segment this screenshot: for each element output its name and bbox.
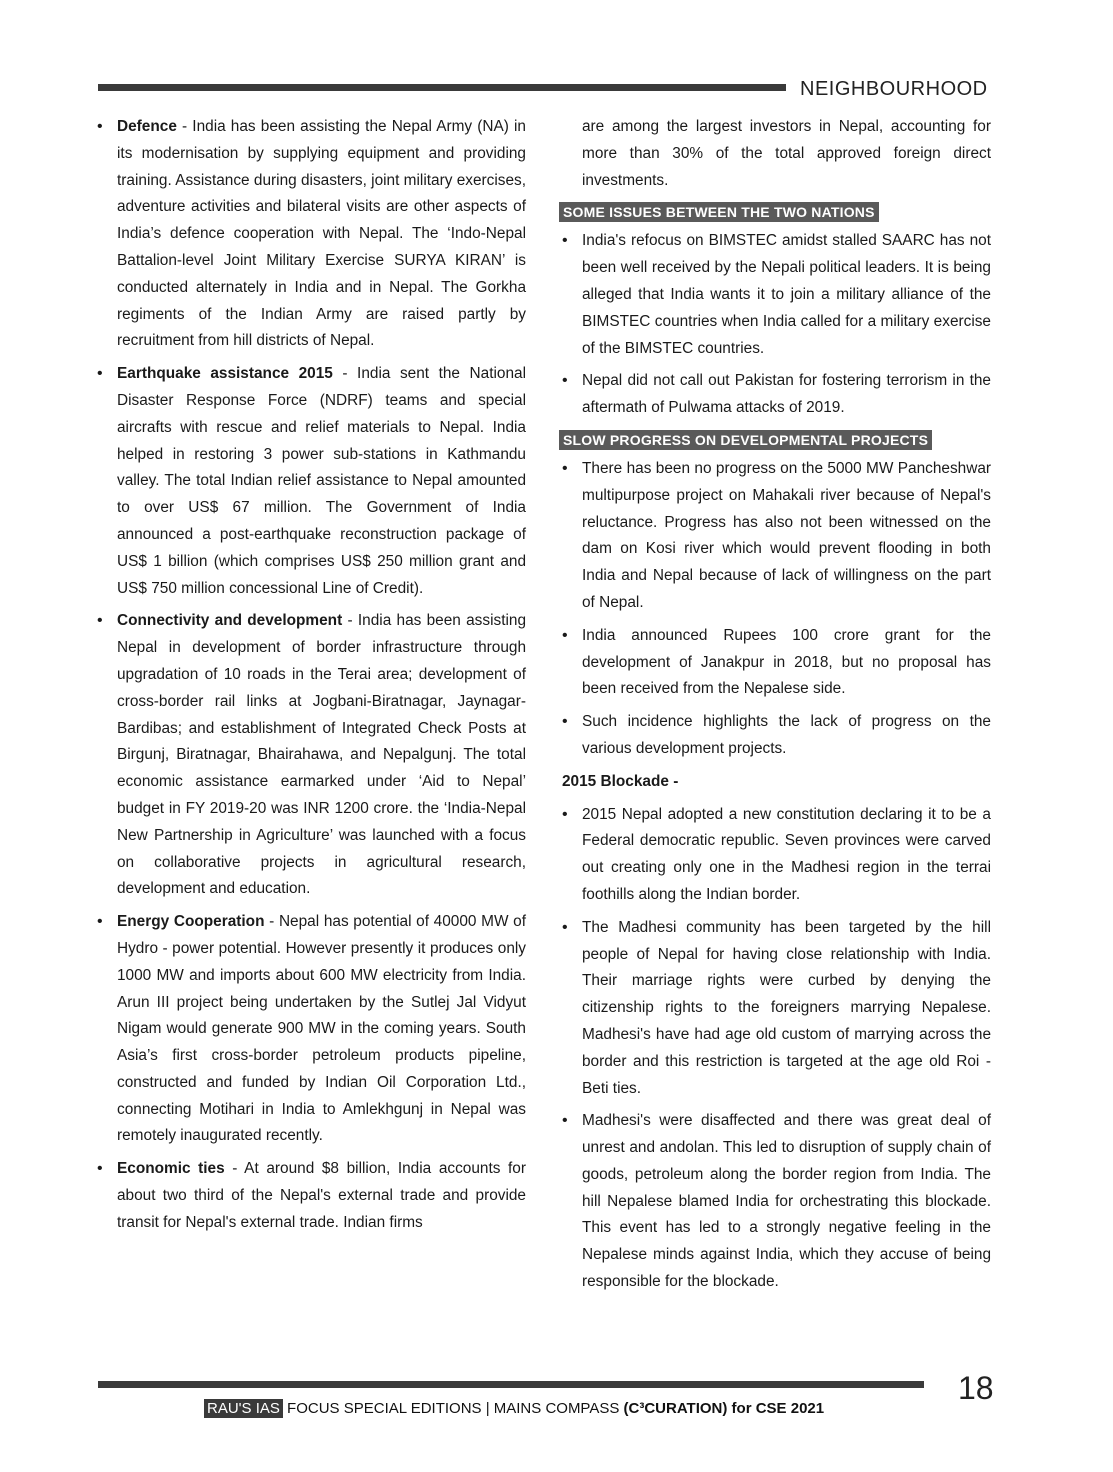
blockade-list bbox=[556, 802, 991, 1296]
section-heading-progress: SLOW PROGRESS ON DEVELOPMENTAL PROJECTS bbox=[559, 430, 932, 450]
bullet-lead: Defence bbox=[117, 118, 177, 135]
list-item-energy bbox=[91, 909, 526, 1150]
bullet-lead: Earthquake assistance 2015 bbox=[117, 365, 333, 383]
list-item: • Nepal did not call out Pakistan for fostering terrorism in the aftermath of Pulwama attacks of 2019. bbox=[556, 368, 991, 422]
section-heading-issues: SOME ISSUES BETWEEN THE TWO NATIONS bbox=[559, 202, 879, 222]
bullet-lead: Economic ties bbox=[117, 1160, 225, 1178]
page-number: 18 bbox=[958, 1370, 994, 1406]
right-column bbox=[556, 114, 991, 1302]
list-item: • India announced Rupees 100 crore grant for the development of Janakpur in 2018, but no proposal has been received from the Nepalese side. bbox=[556, 623, 991, 703]
list-item-earthquake bbox=[91, 361, 526, 602]
bullet-text: - India has been assisting the Nepal Army (NA) in its modernisation by supplying equipment and providing training. Assistance during disasters, joint military exercises, adventure activities and bilateral visits are other aspects of India’s defence cooperation with Nepal. The ‘Indo-Nepal Battalion-level Joint Military Exercise SURYA KIRAN’ is conducted alternately in India and in Nepal. The Gorkha regiments of the Indian Army are raised partly by recruitment from hill districts of Nepal. bbox=[117, 118, 526, 350]
bullet-text: - At around $8 billion, India accounts for about two third of the Nepal's external trade and provide transit for Nepal's external trade. Indian firms bbox=[117, 1160, 526, 1231]
list-item: • 2015 Nepal adopted a new constitution declaring it to be a Federal democratic republic. Seven provinces were carved out creating only one in the Madhesi region in the terrai foothills along the Indian border. bbox=[556, 802, 991, 909]
footer bbox=[204, 1400, 824, 1417]
footer-edition: (C³CURATION) for CSE 2021 bbox=[623, 1400, 825, 1417]
continued-paragraph: are among the largest investors in Nepal, accounting for more than 30% of the total approved foreign direct investments. bbox=[582, 118, 991, 189]
list-item: • The Madhesi community has been targeted by the hill people of Nepal for having close relationship with India. Their marriage rights were curbed by denying the citizenship rights to the foreigners marrying Nepalese. Madhesi's have had age old custom of marrying across the border and this restriction is targeted at the age old Roi - Beti ties. bbox=[556, 915, 991, 1103]
list-item-defence bbox=[91, 114, 526, 355]
list-item-connectivity bbox=[91, 608, 526, 903]
footer-brand: RAU'S IAS bbox=[204, 1399, 283, 1418]
list-item: • Such incidence highlights the lack of progress on the various development projects. bbox=[556, 709, 991, 763]
header-rule bbox=[98, 84, 786, 91]
bullet-text: - India sent the National Disaster Response Force (NDRF) teams and special aircrafts with rescue and relief materials to Nepal. India helped in restoring 3 power sub-stations in Kathmandu valley. The total Indian relief assistance to Nepal amounted to over US$ 67 million. The Government of India announced a post-earthquake reconstruction package of US$ 1 billion (which comprises US$ 250 million grant and US$ 750 million concessional Line of Credit). bbox=[117, 365, 526, 597]
list-item-economic bbox=[91, 1156, 526, 1236]
bullet-text: - Nepal has potential of 40000 MW of Hydro - power potential. However presently it produces only 1000 MW and imports about 600 MW electricity from India. Arun III project being undertaken by the Sutlej Jal Vidyut Nigam would generate 900 MW in the coming years. South Asia’s first cross-border petroleum products pipeline, constructed and funded by Indian Oil Corporation Ltd., connecting Motihari in India to Amlekhgunj in Nepal was remotely inaugurated recently. bbox=[117, 913, 526, 1145]
bullet-lead: Energy Cooperation bbox=[117, 913, 265, 931]
progress-list bbox=[556, 456, 991, 763]
footer-rule bbox=[98, 1381, 924, 1388]
list-item: • There has been no progress on the 5000 MW Pancheshwar multipurpose project on Mahakali river because of Nepal's reluctance. Progress has also not been witnessed on the dam on Kosi river which would prevent flooding in both India and Nepal because of lack of willingness on the part of Nepal. bbox=[556, 456, 991, 617]
left-column bbox=[91, 114, 526, 1243]
list-item: • Madhesi's were disaffected and there was great deal of unrest and andolan. This led to disruption of supply chain of goods, petroleum along the border region from India. The hill Nepalese blamed India for orchestrating this blockade. This event has led to a strongly negative feeling in the Nepalese minds against India, which they accuse of being responsible for the blockade. bbox=[556, 1108, 991, 1296]
issues-list bbox=[556, 228, 991, 422]
bullet-text: - India has been assisting Nepal in development of border infrastructure through upgradation of 10 roads in the Terai area; development of cross-border rail links at Jogbani-Biratnagar, Jaynagar-Bardibas; and establishment of Integrated Check Posts at Birgunj, Biratnagar, Bhairahawa, and Nepalgunj. The total economic assistance earmarked under ‘Aid to Nepal’ budget in FY 2019-20 was INR 1200 crore. the ‘India-Nepal New Partnership in Agriculture’ was launched with a focus on collaborative projects in agricultural research, development and education. bbox=[117, 612, 527, 898]
footer-text: FOCUS SPECIAL EDITIONS | MAINS COMPASS bbox=[282, 1400, 624, 1417]
bullet-lead: Connectivity and development bbox=[117, 612, 343, 630]
list-item: • India's refocus on BIMSTEC amidst stalled SAARC has not been well received by the Nepali political leaders. It is being alleged that India wants it to join a military alliance of the BIMSTEC countries when India called for a military exercise of the BIMSTEC countries. bbox=[556, 228, 991, 362]
section-title: NEIGHBOURHOOD bbox=[800, 78, 988, 100]
bullet-list bbox=[91, 114, 526, 1237]
section-heading-blockade: 2015 Blockade - bbox=[562, 772, 679, 790]
